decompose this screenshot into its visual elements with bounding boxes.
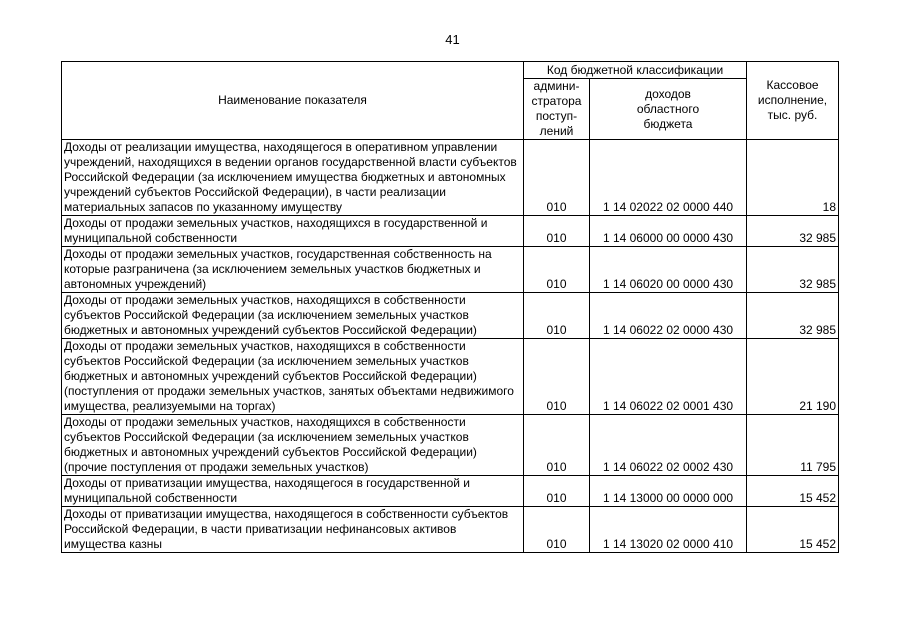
row-name: Доходы от реализации имущества, находящегося в оперативном управлении учреждений, находящихся в ведении органов государственной власти субъектов Российской Федерации (за исключением имущества бюджетных и автономных учреждений субъектов Российской Федерации), в части реализации материальных запасов по указанному имуществу [62,140,524,216]
header-code-group: Код бюджетной классификации [524,62,747,79]
row-name: Доходы от продажи земельных участков, находящихся в государственной и муниципальной собственности [62,216,524,247]
header-income: доходов областного бюджета [590,79,747,140]
row-admin-code: 010 [524,476,590,507]
row-amount: 32 985 [747,293,839,339]
row-income-code: 1 14 13000 00 0000 000 [590,476,747,507]
row-amount: 32 985 [747,247,839,293]
row-income-code: 1 14 02022 02 0000 440 [590,140,747,216]
table-row [62,476,839,507]
row-admin-code: 010 [524,293,590,339]
row-name: Доходы от приватизации имущества, находящегося в государственной и муниципальной собственности [62,476,524,507]
row-admin-code: 010 [524,339,590,415]
row-name: Доходы от продажи земельных участков, находящихся в собственности субъектов Российской Федерации (за исключением земельных участков бюджетных и автономных учреждений субъектов Российской Федерации) (поступления от продажи земельных участков, занятых объектами недвижимого имущества, реализуемыми на торгах) [62,339,524,415]
table-row [62,507,839,553]
table-row [62,247,839,293]
row-amount: 15 452 [747,476,839,507]
row-amount: 32 985 [747,216,839,247]
row-income-code: 1 14 06020 00 0000 430 [590,247,747,293]
row-name: Доходы от продажи земельных участков, находящихся в собственности субъектов Российской Федерации (за исключением земельных участков бюджетных и автономных учреждений субъектов Российской Федерации) (прочие поступления от продажи земельных участков) [62,415,524,476]
row-admin-code: 010 [524,216,590,247]
row-name: Доходы от продажи земельных участков, находящихся в собственности субъектов Российской Федерации (за исключением земельных участков бюджетных и автономных учреждений субъектов Российской Федерации) [62,293,524,339]
row-amount: 15 452 [747,507,839,553]
row-amount: 11 795 [747,415,839,476]
table-row [62,339,839,415]
row-admin-code: 010 [524,415,590,476]
row-income-code: 1 14 06022 02 0002 430 [590,415,747,476]
row-name: Доходы от продажи земельных участков, государственная собственность на которые разграничена (за исключением земельных участков бюджетных и автономных учреждений) [62,247,524,293]
row-income-code: 1 14 06000 00 0000 430 [590,216,747,247]
row-income-code: 1 14 06022 02 0001 430 [590,339,747,415]
table-row [62,140,839,216]
header-amount: Кассовое исполнение, тыс. руб. [747,62,839,140]
row-income-code: 1 14 06022 02 0000 430 [590,293,747,339]
table-row [62,415,839,476]
header-admin: админи- стратора поступ- лений [524,79,590,140]
header-name: Наименование показателя [62,62,524,140]
table-body [62,140,839,553]
row-income-code: 1 14 13020 02 0000 410 [590,507,747,553]
row-admin-code: 010 [524,247,590,293]
row-name: Доходы от приватизации имущества, находящегося в собственности субъектов Российской Федерации, в части приватизации нефинансовых активов имущества казны [62,507,524,553]
row-amount: 18 [747,140,839,216]
row-amount: 21 190 [747,339,839,415]
page-number: 41 [445,32,460,47]
budget-table [61,61,839,553]
table-row [62,293,839,339]
table-row [62,216,839,247]
row-admin-code: 010 [524,507,590,553]
row-admin-code: 010 [524,140,590,216]
